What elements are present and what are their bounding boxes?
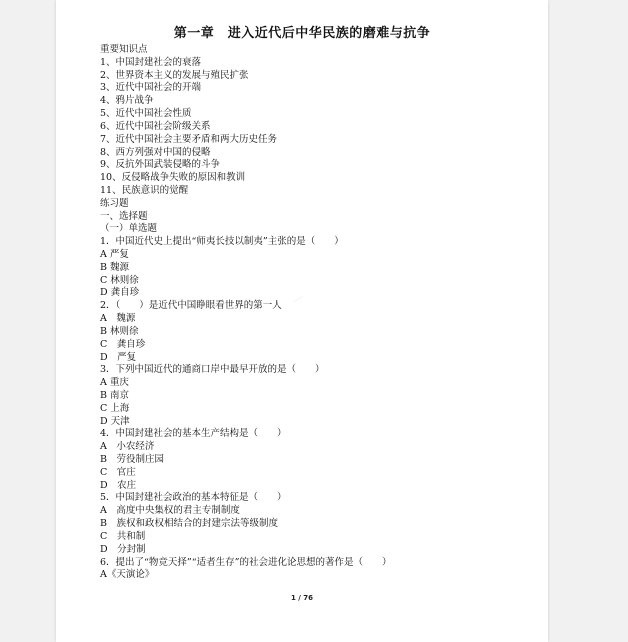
text-line: 3．下列中国近代的通商口岸中最早开放的是（ ） <box>100 364 325 376</box>
text-line: A 严复 <box>100 249 129 260</box>
text-line: B 族权和政权相结合的封建宗法等级制度 <box>100 518 278 530</box>
text-line: D 农庄 <box>100 479 137 491</box>
text-line: A 小农经济 <box>100 441 155 453</box>
text-line: 8、西方列强对中国的侵略 <box>100 146 211 158</box>
text-line: 6、近代中国社会阶级关系 <box>100 120 211 132</box>
text-line: 5．中国封建社会政治的基本特征是（ ） <box>100 492 287 504</box>
text-line: 9、反抗外国武装侵略的斗争 <box>100 159 221 171</box>
text-line: 11、民族意识的觉醒 <box>100 184 189 196</box>
text-line: （一）单选题 <box>100 223 158 235</box>
text-line: C 上海 <box>100 402 130 414</box>
text-line: 4．中国封建社会的基本生产结构是（ ） <box>100 428 287 440</box>
document-page <box>56 0 548 642</box>
text-line: 1、中国封建社会的衰落 <box>100 56 202 68</box>
text-line: 1．中国近代史上提出“师夷长技以制夷”主张的是（ ） <box>100 236 344 248</box>
text-line: D 分封制 <box>100 543 146 555</box>
text-line: B 劳役制庄园 <box>100 454 164 465</box>
text-line: D 严复 <box>100 351 137 363</box>
text-line: D 龚自珍 <box>100 287 140 299</box>
page-number: 1 / 76 <box>290 594 314 602</box>
text-line: A 重庆 <box>100 377 129 389</box>
text-line: C 龚自珍 <box>100 338 146 350</box>
text-line: B 魏源 <box>100 261 130 273</box>
text-line: 6．提出了“物竞天择”“适者生存”的社会进化论思想的著作是（ ） <box>100 556 392 568</box>
chapter-title: 第一章 进入近代后中华民族的磨难与抗争 <box>173 26 431 41</box>
text-line: A 魏源 <box>100 313 136 325</box>
text-line: D 天津 <box>100 415 130 427</box>
text-line: 3、近代中国社会的开端 <box>100 82 202 94</box>
text-line: C 共和制 <box>100 530 146 542</box>
text-line: 7、近代中国社会主要矛盾和两大历史任务 <box>100 133 278 145</box>
document-body <box>100 44 520 582</box>
text-line: 5、近代中国社会性质 <box>100 108 192 120</box>
text-line: 一、选择题 <box>100 210 148 222</box>
text-line: A 高度中央集权的君主专制制度 <box>100 505 240 517</box>
text-line: B 林则徐 <box>100 325 139 337</box>
text-line: 4、鸦片战争 <box>100 95 154 107</box>
text-line: A《天演论》 <box>100 569 155 581</box>
text-line: 2、世界资本主义的发展与殖民扩张 <box>100 69 249 81</box>
text-line: C 林则徐 <box>100 274 139 286</box>
text-line: 10、反侵略战争失败的原因和教训 <box>100 172 246 184</box>
text-line: B 南京 <box>100 389 130 401</box>
watermark: —— <box>291 293 305 306</box>
text-line: C 官庄 <box>100 466 136 478</box>
text-line: 练习题 <box>100 197 129 209</box>
text-line: 2．（ ）是近代中国睁眼看世界的第一人 <box>100 300 282 312</box>
text-line: 重要知识点 <box>100 44 148 55</box>
